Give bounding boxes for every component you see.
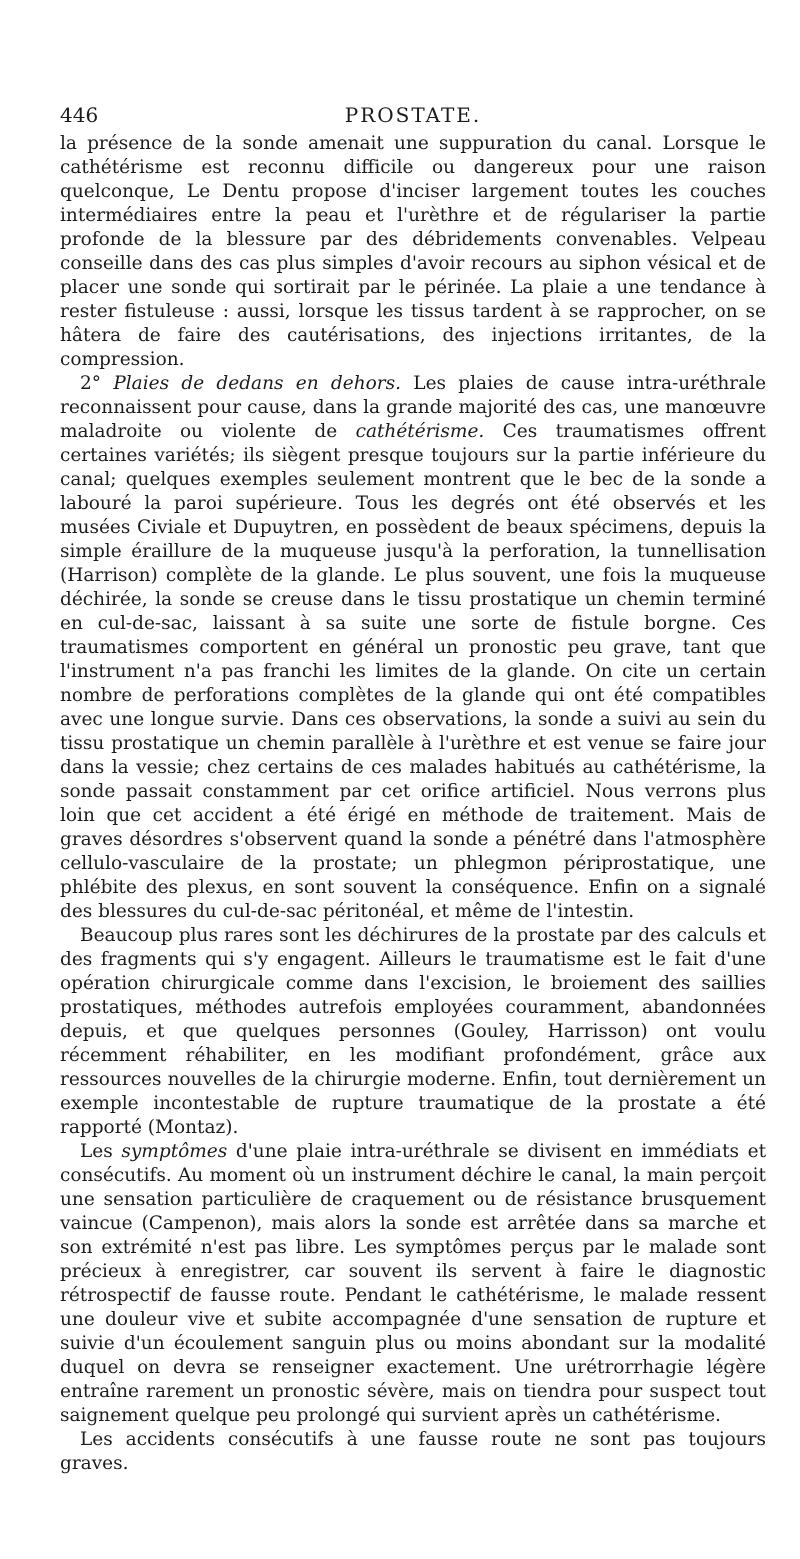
text-segment: d'une plaie intra-uréthrale se divisent en immédiats et consécutifs. Au moment où un instrument déchire le canal, la main perçoit une sensation particulière de craquement ou de résistance brusquement vaincue (Campenon), mais alors la sonde est arrêtée dans sa marche et son extrémité n'est pas libre. Les symptômes perçus par le malade sont précieux à enregistrer, car souvent ils servent à faire le diagnostic rétrospectif de fausse route. Pendant le cathétérisme, le malade ressent une douleur vive et subite accompagnée d'une sensation de rupture et suivie d'un écoulement sanguin plus ou moins abondant sur la modalité duquel on devra se renseigner exactement. Une urétrorrhagie légère entraîne rarement un pronostic sévère, mais on tiendra pour suspect tout saignement quelque peu prolongé qui survient après un cathétérisme. bbox=[60, 1141, 767, 1426]
italic-term: cathétérisme. bbox=[355, 421, 485, 442]
text-segment: 2° bbox=[80, 373, 114, 394]
paragraph-3 bbox=[60, 924, 766, 1140]
paragraph-4 bbox=[60, 1140, 766, 1428]
text-segment: Les accidents consécutifs à une fausse route ne sont pas toujours graves. bbox=[60, 1429, 766, 1474]
text-segment: Les plaies de cause intra-uréthrale reconnaissent pour cause, dans la grande majorité des cas, une manœuvre maladroite ou violente de bbox=[60, 373, 767, 442]
book-page bbox=[60, 98, 766, 1476]
paragraph-5 bbox=[60, 1428, 766, 1476]
text-segment: Ces traumatismes offrent certaines variétés; ils siègent presque toujours sur la partie inférieure du canal; quelques exemples seulement montrent que le bec de la sonde a labouré la paroi supérieure. Tous les degrés ont été observés et les musées Civiale et Dupuytren, en possèdent de beaux spécimens, depuis la simple éraillure de la muqueuse jusqu'à la perforation, la tunnellisation (Harrison) complète de la glande. Le plus souvent, une fois la muqueuse déchirée, la sonde se creuse dans le tissu prostatique un chemin terminé en cul-de-sac, laissant à sa suite une sorte de fistule borgne. Ces traumatismes comportent en général un pronostic peu grave, tant que l'instrument n'a pas franchi les limites de la glande. On cite un certain nombre de perforations complètes de la glande qui ont été compatibles avec une longue survie. Dans ces observations, la sonde a suivi au sein du tissu prostatique un chemin parallèle à l'urèthre et est venue se faire jour dans la vessie; chez certains de ces malades habitués au cathétérisme, la sonde passait constamment par cet orifice artificiel. Nous verrons plus loin que cet accident a été érigé en méthode de traitement. Mais de graves désordres s'observent quand la sonde a pénétré dans l'atmosphère cellulo-vasculaire de la prostate; un phlegmon périprostatique, une phlébite des plexus, en sont souvent la conséquence. Enfin on a signalé des blessures du cul-de-sac péritonéal, et même de l'intestin. bbox=[60, 421, 766, 922]
text-segment: Les bbox=[80, 1141, 122, 1162]
text-segment: la présence de la sonde amenait une suppuration du canal. Lorsque le cathétérisme est reconnu difficile ou dangereux pour une raison quelconque, Le Dentu propose d'inciser largement toutes les couches intermédiaires entre la peau et l'urèthre et de régulariser la partie profonde de la blessure par des débridements convenables. Velpeau conseille dans des cas plus simples d'avoir recours au siphon vésical et de placer une sonde qui sortirait par le périnée. La plaie a une tendance à rester fistuleuse : aussi, lorsque les tissus tardent à se rapprocher, on se hâtera de faire des cautérisations, des injections irritantes, de la compression. bbox=[60, 133, 766, 370]
text-segment: Beaucoup plus rares sont les déchirures de la prostate par des calculs et des fragments qui s'y engagent. Ailleurs le traumatisme est le fait d'une opération chirurgicale comme dans l'excision, le broiement des saillies prostatiques, méthodes autrefois employées couramment, abandonnées depuis, et que quelques personnes (Gouley, Harrisson) ont voulu récemment réhabiliter, en les modifiant profondément, grâce aux ressources nouvelles de la chirurgie moderne. Enfin, tout dernièrement un exemple incontestable de rupture traumatique de la prostate a été rapporté (Montaz). bbox=[60, 925, 766, 1138]
running-title: PROSTATE. bbox=[344, 103, 482, 127]
italic-term: symptômes bbox=[121, 1141, 228, 1162]
body-text bbox=[60, 132, 766, 1476]
paragraph-1 bbox=[60, 132, 766, 372]
section-heading-italic: Plaies de dedans en dehors. bbox=[113, 373, 401, 394]
paragraph-2 bbox=[60, 372, 766, 924]
page-number: 446 bbox=[60, 103, 99, 127]
page-header bbox=[60, 98, 766, 132]
